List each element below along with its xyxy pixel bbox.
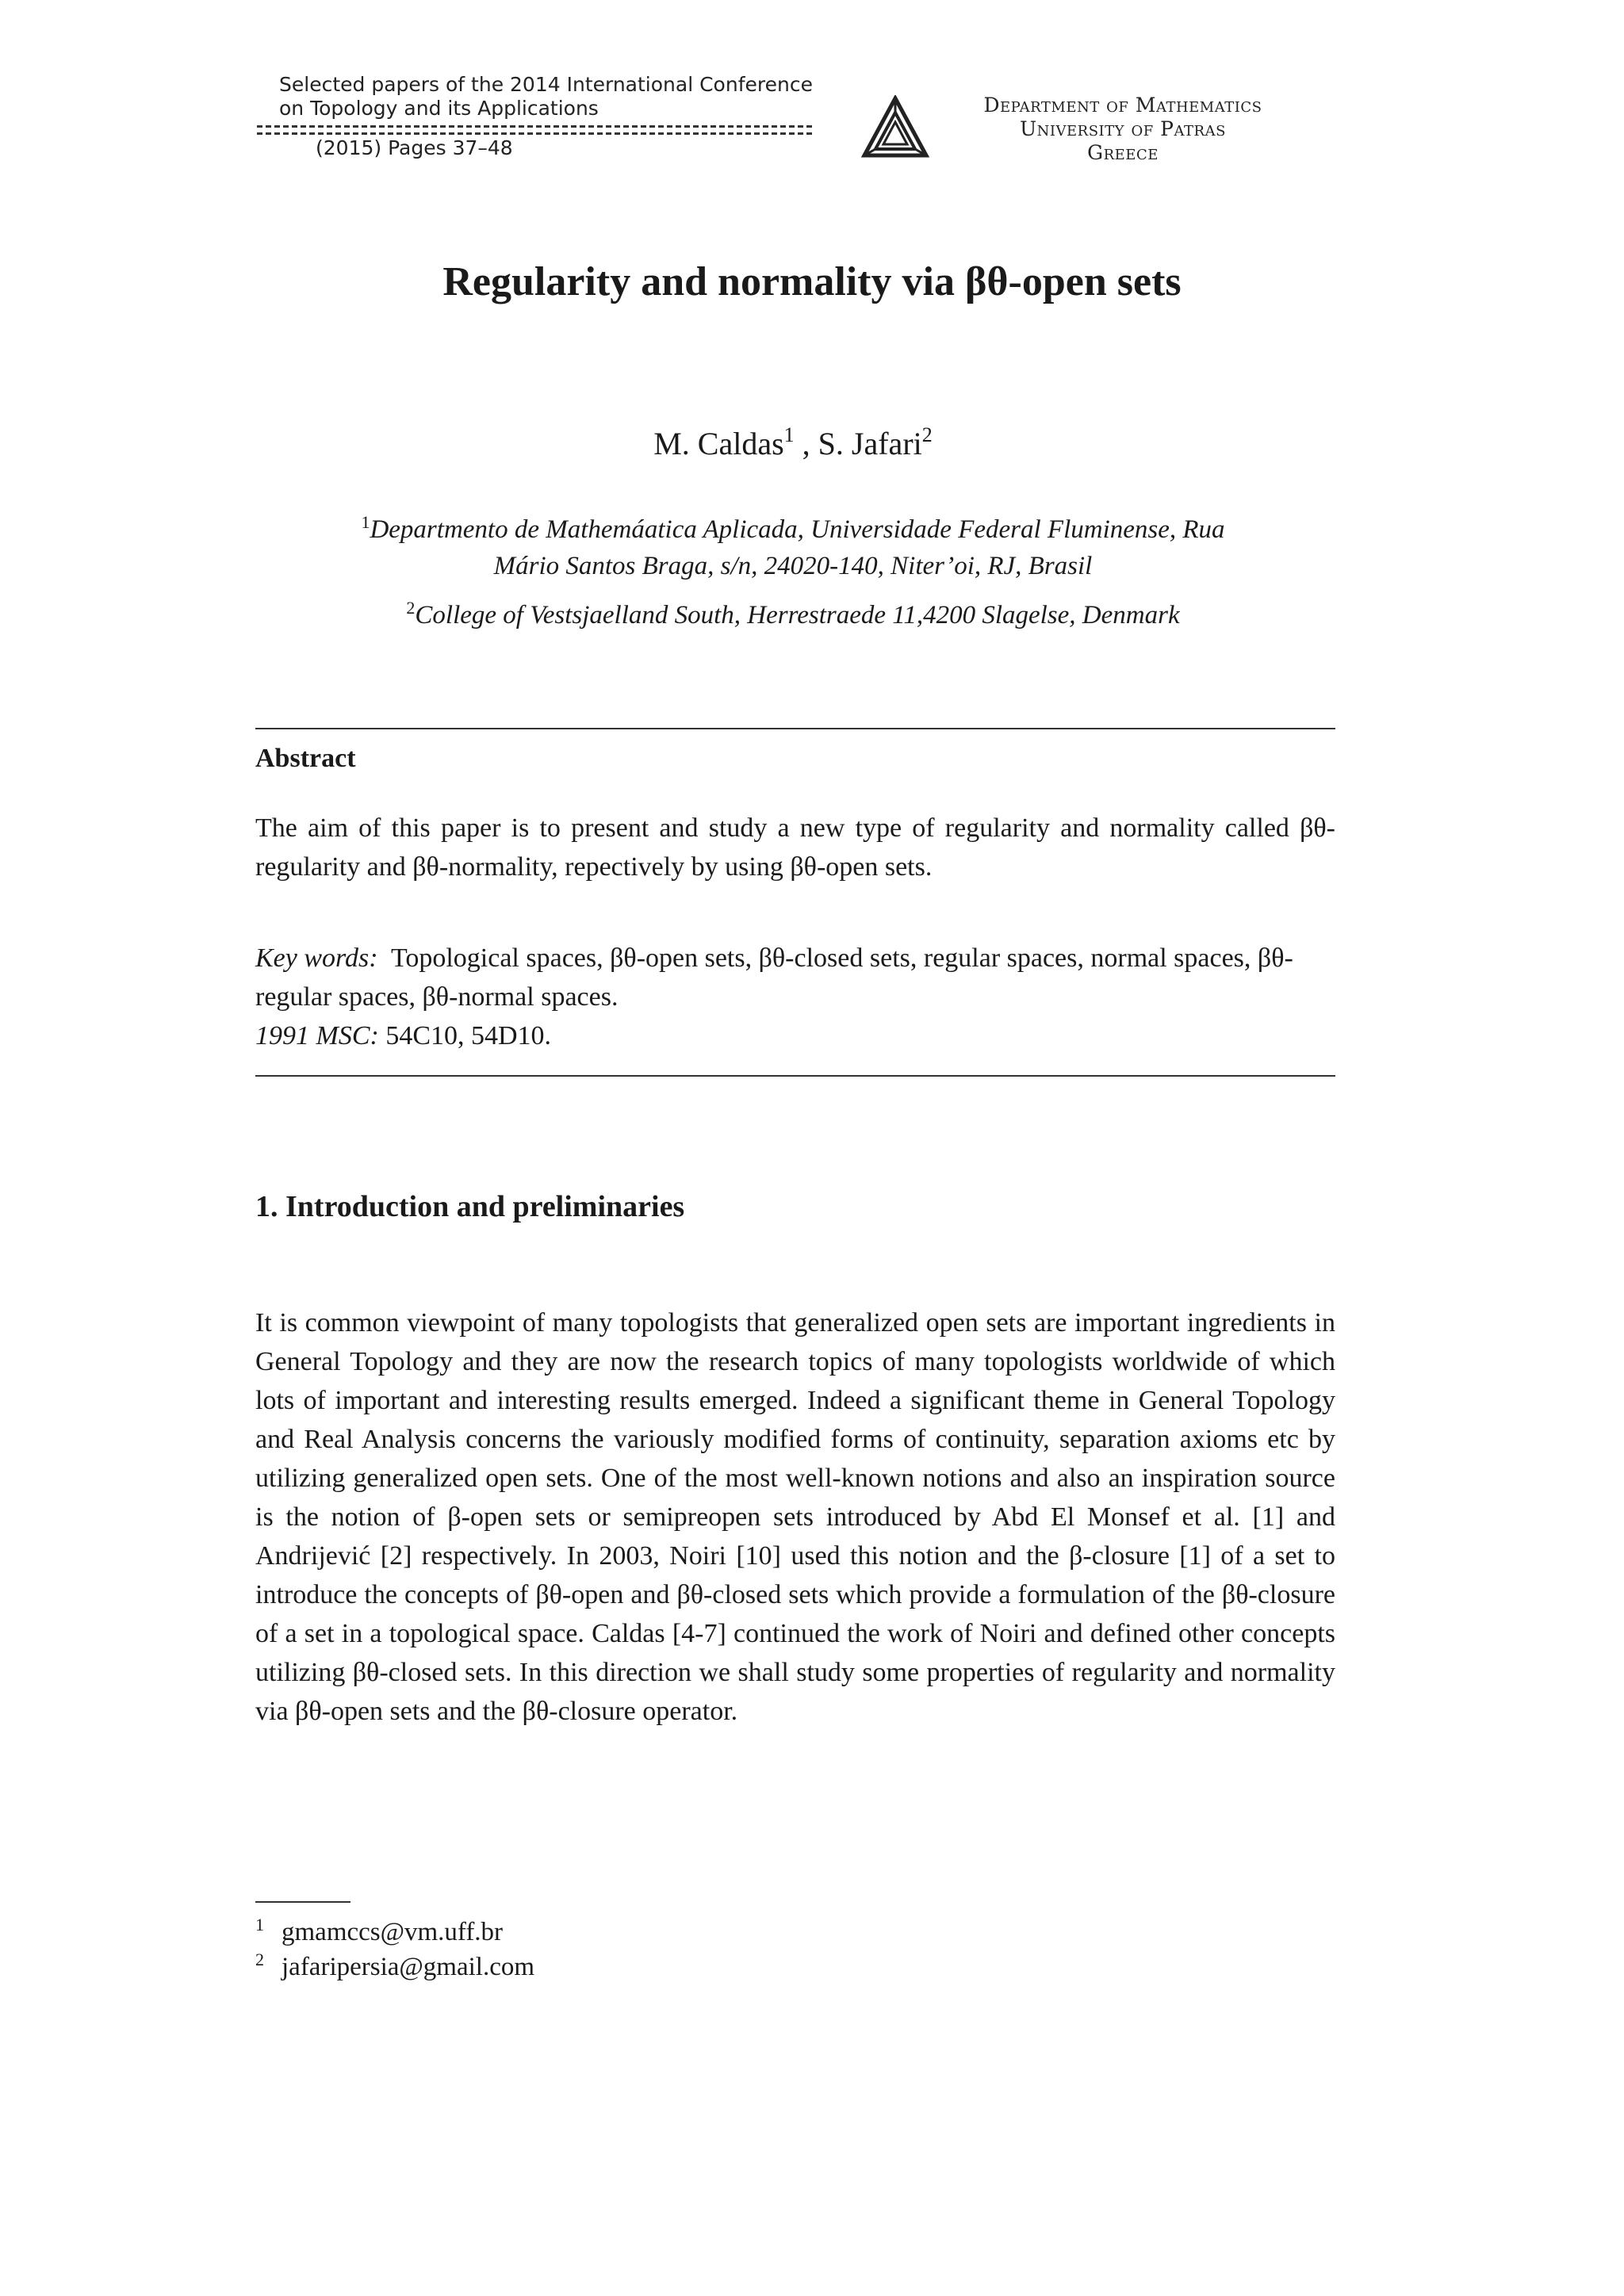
footnote-1-mark: 1: [255, 1915, 264, 1934]
department-line-2: University of Patras: [1020, 117, 1226, 140]
keywords-label: Key words:: [255, 943, 378, 973]
footnote-1-text: gmamccs@vm.uff.br: [282, 1918, 504, 1946]
keywords-text: Topological spaces, βθ-open sets, βθ-closed sets, regular spaces, normal spaces, βθ-regular spaces, βθ-normal spaces.: [255, 943, 1293, 1012]
abstract-top-rule: [255, 728, 1335, 729]
abstract-text: The aim of this paper is to present and study a new type of regularity and normality called βθ-regularity and βθ-normality, repectively by using βθ-open sets.: [255, 813, 1335, 882]
affiliation-2: [238, 590, 1348, 633]
affiliation-1-line-1: Departmento de Mathemáatica Aplicada, Universidade Federal Fluminense, Rua: [370, 515, 1225, 544]
msc-label: 1991 MSC:: [255, 1021, 379, 1050]
department-header: [940, 94, 1305, 165]
author-1-mark: 1: [783, 423, 795, 446]
paper-title: Regularity and normality via βθ-open sets: [442, 259, 1182, 304]
author-2: S. Jafari: [818, 426, 922, 461]
author-separator: ,: [794, 426, 818, 461]
affiliation-1-mark: 1: [361, 512, 370, 532]
section-body: It is common viewpoint of many topologists that generalized open sets are important ingredients in General Topology and they are now the research topics of many topologists worldwide of which lots of important and interesting results emerged. Indeed a significant theme in General Topology and Real Analysis concerns the variously modified forms of continuity, separation axioms etc by utilizing generalized open sets. One of the most well-known notions and also an inspiration source is the notion of β-open sets or semipreopen sets introduced by Abd El Monsef et al. [1] and Andrijević [2] respectively. In 2003, Noiri [10] used this notion and the β-closure [1] of a set to introduce the concepts of βθ-open and βθ-closed sets which provide a formulation of the βθ-closure of a set in a topological space. Caldas [4-7] continued the work of Noiri and defined other concepts utilizing βθ-closed sets. In this direction we shall study some properties of regularity and normality via βθ-open sets and the βθ-closure operator.: [255, 1308, 1335, 1726]
author-1: M. Caldas: [653, 426, 784, 461]
abstract-heading: Abstract: [255, 744, 356, 773]
conference-line-1: Selected papers of the 2014 International Conference: [279, 73, 813, 96]
conference-line-2: on Topology and its Applications: [279, 97, 599, 120]
section-heading: 1. Introduction and preliminaries: [255, 1190, 685, 1223]
keywords-block: [255, 939, 1335, 1055]
footnote-2-mark: 2: [255, 1950, 264, 1969]
footnote-2-text: jafaripersia@gmail.com: [282, 1953, 535, 1981]
page-range: (2015) Pages 37–48: [316, 136, 513, 159]
penrose-triangle-logo: [861, 95, 929, 160]
abstract-bottom-rule: [255, 1075, 1335, 1077]
footnote-rule: [255, 1901, 350, 1903]
msc-codes: 54C10, 54D10.: [385, 1021, 552, 1050]
department-line-3: Greece: [1087, 141, 1159, 164]
affiliation-1-line-2: Mário Santos Braga, s/n, 24020-140, Niter’oi, RJ, Brasil: [493, 552, 1093, 580]
conference-header: [279, 73, 850, 160]
header-dashed-rule: [257, 125, 814, 135]
footnote-2: [255, 1942, 534, 1984]
author-list: [0, 423, 1586, 462]
affiliation-1: [238, 504, 1348, 584]
department-line-1: Department of Mathematics: [983, 94, 1262, 117]
affiliation-2-line-1: College of Vestsjaelland South, Herrestraede 11,4200 Slagelse, Denmark: [415, 601, 1180, 629]
author-2-mark: 2: [921, 423, 933, 446]
affiliation-2-mark: 2: [406, 598, 416, 618]
